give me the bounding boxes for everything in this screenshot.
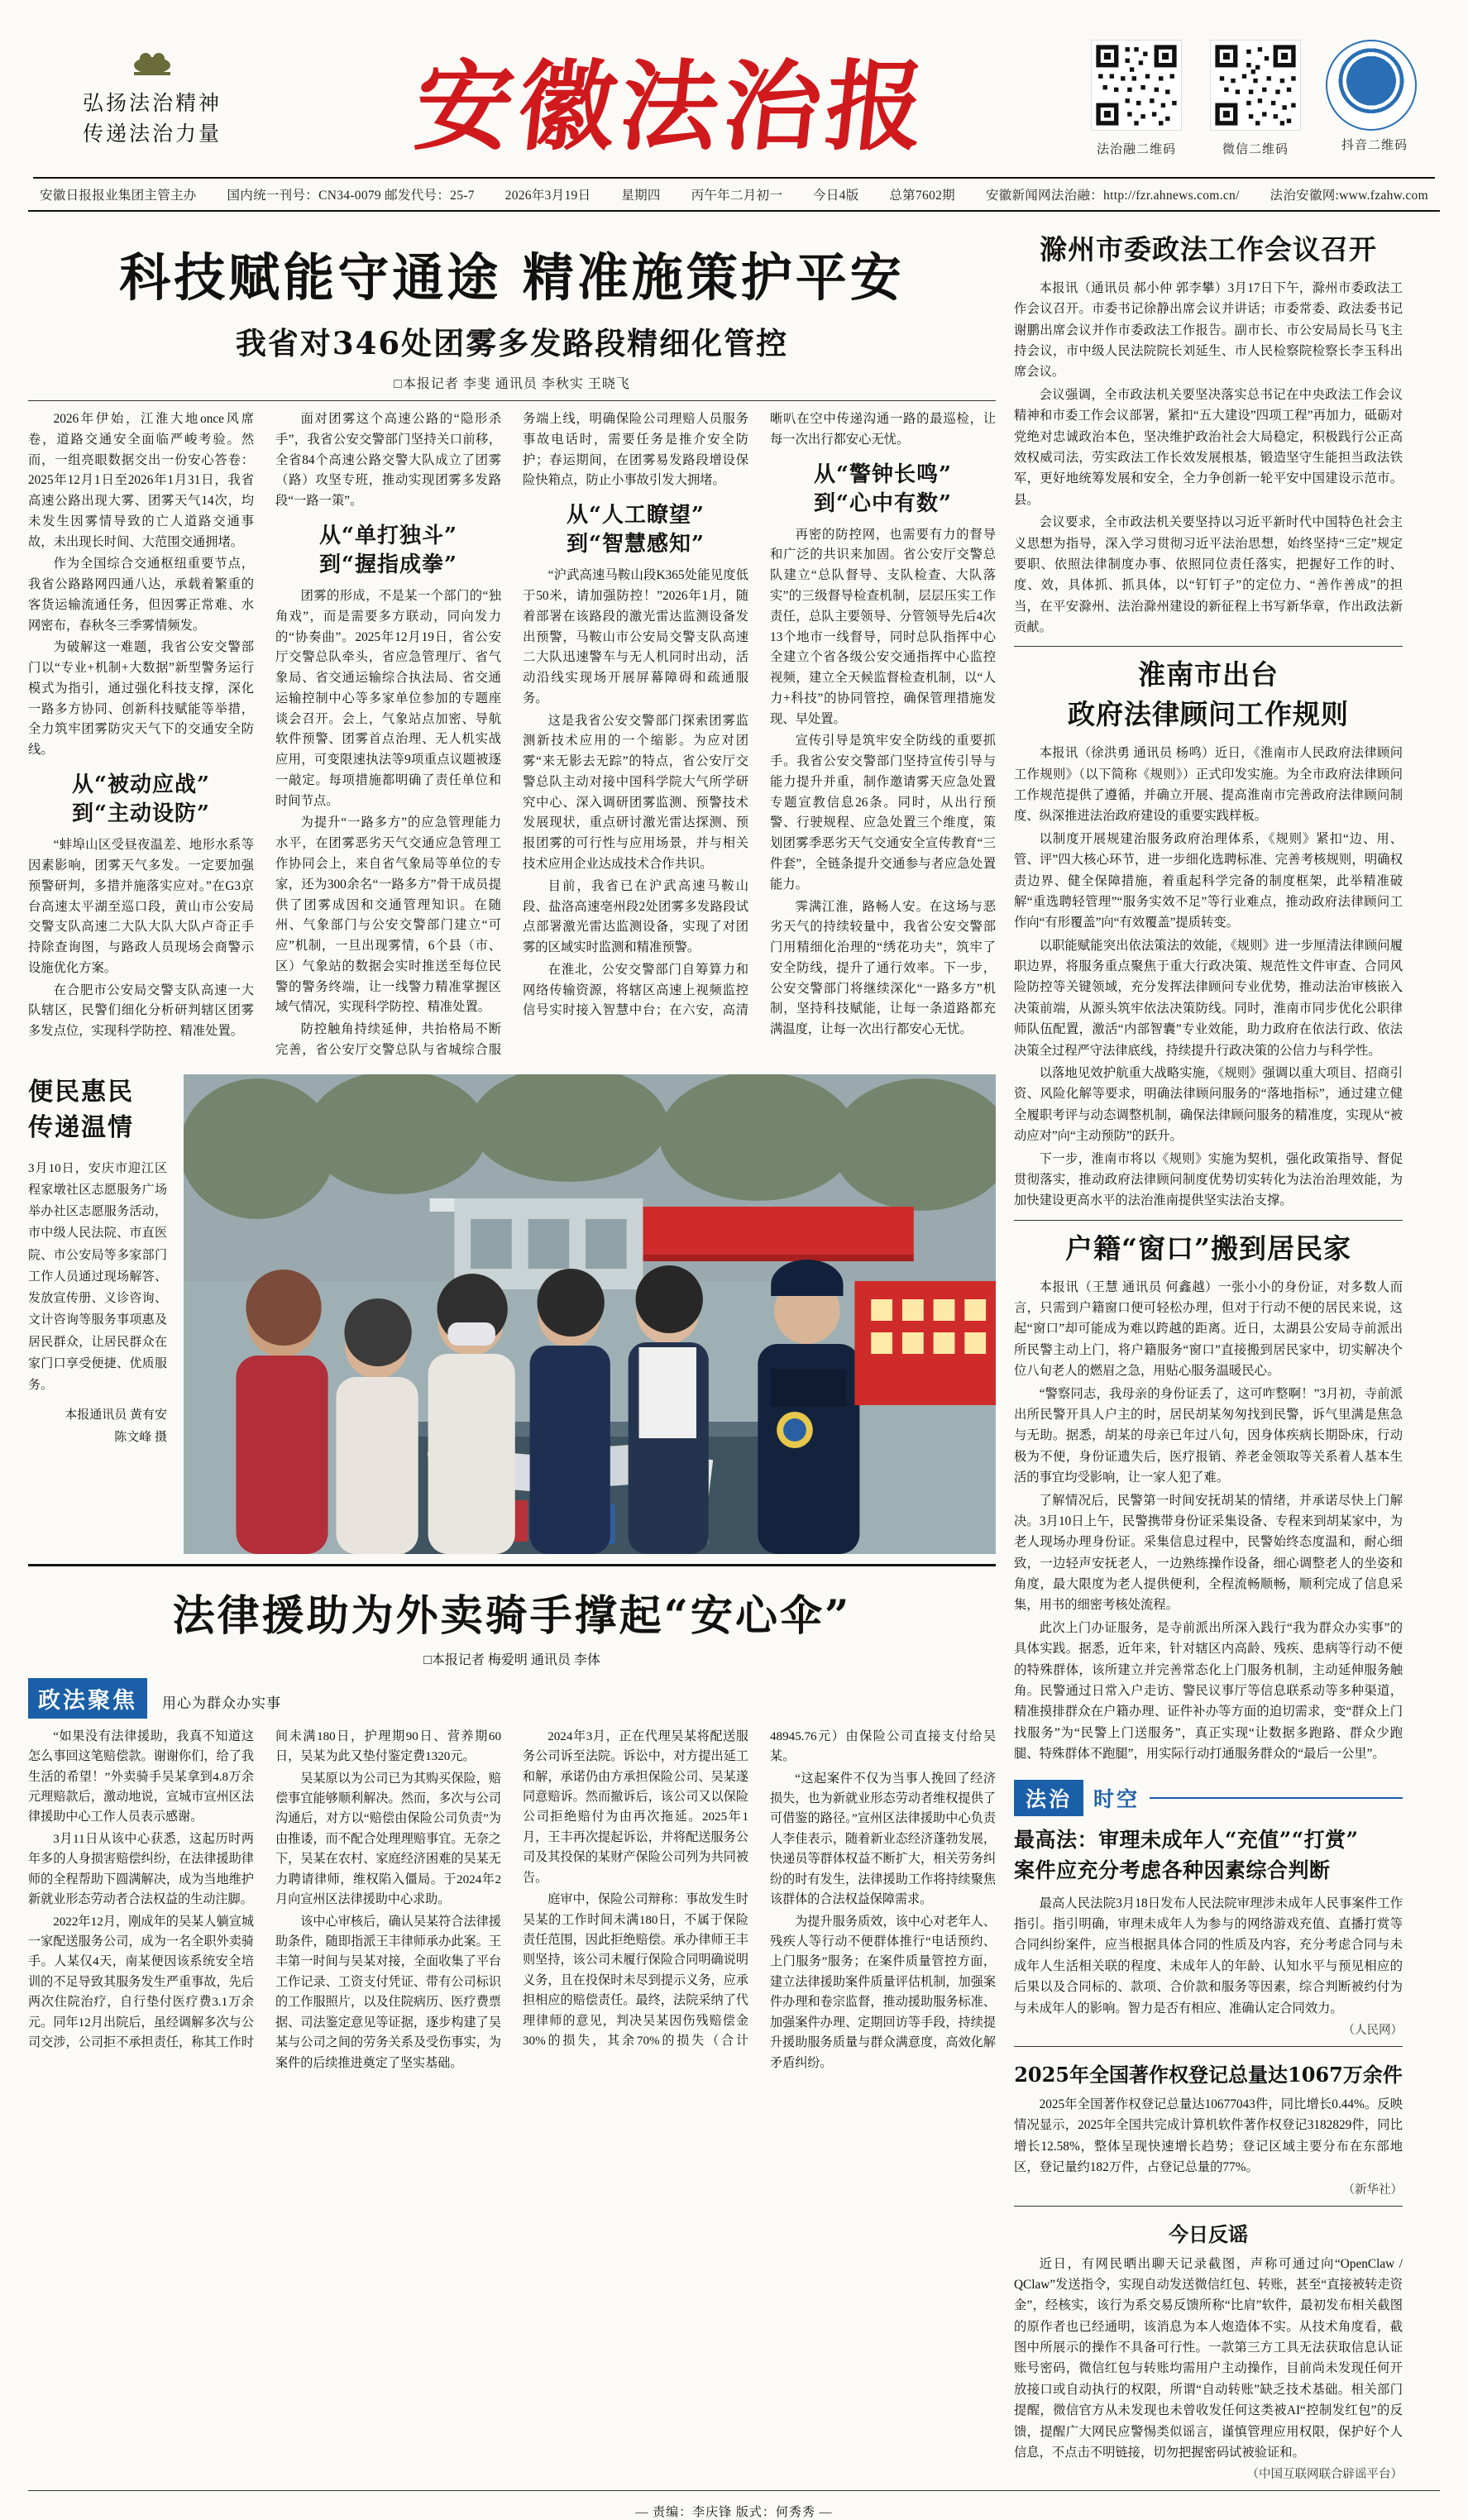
fazhi-item1-headline: 最高法：审理未成年人“充值”“打赏” 案件应充分考虑各种因素综合判断 <box>1014 1827 1359 1883</box>
feature-paragraph: 2022年12月，刚成年的吴某人躺宣城一家配送服务公司，成为一名全职外卖骑手。人某仅4天，南某便因该系统安全培训的不足导致其服务发生严重事故，先后两次住院治疗，自行垫付医疗费3.1万余元。同年12月出院后，虽经调解多次与公司交涉，公司拒不承担责任，称其工作时间未满180日，护理期90日、营养期60日，吴某为此又垫付鉴定费1320元。 <box>28 1729 501 2050</box>
masthead <box>28 20 1440 172</box>
lead-paragraph: 在淮北，公安交警部门自筹算力和网络传输资源，将辖区高速上视频监控信号实时接入智慧中台；在六安，高清晰叭在空中传递沟通一路的最巡检，让每一次出行都安心无忧。 <box>523 412 996 1018</box>
article1-paragraph: 本报讯（通讯员 郝小仲 郭李攀）3月17日下午，滁州市委政法工作会议召开。市委书记徐静出席会议并讲话；市委常委、政法委书记谢鹏出席会议并作市委政法工作报告。副市长、市公安局局长马飞主持会议，市中级人民法院院长刘延生、市人民检察院检察长李玉科出席会议。 <box>1014 280 1403 380</box>
lead-paragraph: “蚌埠山区受昼夜温差、地形水系等因素影响，团雾天气多发。一定要加强预警研判，多措并施落实应对。”在G3京台高速太平湖至巡口段，黄山市公安局交警支队高速二大队大队大队卢奇正手持除查询图，与路政人员现场会商警示设施优化方案。 <box>28 838 254 975</box>
photo-caption-block <box>28 1074 167 1448</box>
qr-code-icon <box>1091 40 1182 131</box>
fazhi-item3-headline: 今日反谣 <box>1169 2221 1248 2246</box>
emblem-icon <box>126 47 179 80</box>
feature-byline: □本报记者 梅爱明 通讯员 李体 <box>423 1652 600 1667</box>
section-fazhi-shikong <box>1014 1780 1403 1816</box>
qr-caption: 微信二维码 <box>1222 143 1289 156</box>
feature-paragraph: 2024年3月，正在代理吴某将配送服务公司诉至法院。诉讼中，对方提出延工和解，承诺仍由方承担保险公司、吴某遂同意赔诉。然而撤诉后，该公司又以保险公司拒绝赔付为由再次拖延。2025年1月，王丰再次提起诉讼，并将配送服务公司及其投保的某财产保险公司列为共同被告。 <box>523 1729 748 1885</box>
article2-paragraph: 以职能赋能突出依法策法的效能，《规则》进一步厘清法律顾问履职边界，将服务重点聚焦于重大行政决策、规范性文件审查、合同风险防控等关键领域，充分发挥法律顾问专业优势，推动法治审核嵌入决策前端，从源头筑牢依法决策防线。同时，淮南市同步优化公职律师队伍配置，激活“内部智囊”专业效能，助力政府在依法行政、依法决策全过程严守法律底线，持续提升行政决策的公信力与科学性。 <box>1014 938 1403 1058</box>
masthead-info-bar <box>28 179 1440 212</box>
photo-credit: 陈文峰 摄 <box>114 1430 167 1444</box>
article2-paragraph: 以落地见效护航重大战略实施，《规则》强调以重大项目、招商引资、风险化解等要求，明确法律顾问服务的“落地指标”，通过建立健全履职考评与动态调整机制，确保法律顾问服务的精准度，实现从“被动应对”向“主动预防”的跃升。 <box>1014 1066 1403 1144</box>
qr-item[interactable] <box>1326 40 1423 153</box>
info-issue-number: 总第7602期 <box>889 189 955 203</box>
right-column <box>1014 225 1403 2482</box>
article3-body <box>1014 1277 1403 1765</box>
qr-code-icon <box>1326 40 1417 131</box>
fazhi-item1-body: 最高人民法院3月18日发布人民法院审理涉未成年人民事案件工作指引。指引明确，审理未成年人为参与的网络游戏充值、直播打赏等合同纠纷案件，应当根据具体合同的性质及内容，充分考虑合同与未成年人生活相关联的程度、未成年人的年龄、认知水平与预见相应的后果以及合同标的、款项、合价款和服务等因素，综合判断被约付为与未成年人的影响。智力是否有相应、准确认定合同效力。 <box>1014 1896 1403 2016</box>
section-tag-2: 时空 <box>1093 1788 1140 1811</box>
divider <box>28 400 996 401</box>
article1-headline: 滁州市委政法工作会议召开 <box>1040 233 1377 265</box>
qr-item[interactable] <box>1088 40 1185 157</box>
feature-paragraph: 为提升服务质效，该中心对老年人、残疾人等行动不便群体推行“电话预约、上门服务”服务；在案件质量管控方面，建立法律援助案件质量评估机制，加强案件办理和卷宗监督，推动援助服务标准、加强案件办理、定期回访等手段，持续提升援助服务质量与群众满意度，高效化解矛盾纠纷。 <box>770 1915 996 2070</box>
lead-byline: □本报记者 李斐 通讯员 李秋实 王晓飞 <box>394 377 630 391</box>
info-weekday: 星期四 <box>621 189 661 203</box>
lead-paragraph: 在合肥市公安局交警支队高速一大队辖区，民警们细化分析研判辖区团雾多发点位，实现科学防控、精准处置。 <box>28 983 254 1039</box>
feature-paragraph: 该中心审核后，确认吴某符合法律援助条件，随即指派王丰律师承办此案。王丰第一时间与吴某对接，全面收集了平台工作记录、工资支付凭证、带有公司标识的工作服照片，以及住院病历、医疗费票据、司法鉴定意见等证据，逐步构建了吴某与公司之间的劳务关系及受伤事实，为案件的后续推进奠定了坚实基础。 <box>275 1915 501 2070</box>
lead-paragraph: 防控触角持续延伸，共抬格局不断完善，省公安厅交警总队与省城综合服务端上线，明确保险公司理赔人员服务事故电话时，需要任务是推介安全防护；春运期间，在团雾易发路段增设保险快箱点，防止小事故引发大拥堵。 <box>275 412 748 1057</box>
lead-section-title: 从“人工瞭望” 到“智慧感知” <box>567 503 705 557</box>
feature-paragraph: 3月11日从该中心获悉，这起历时两年多的人身损害赔偿纠纷，在法律援助律师的全程帮助下圆满解决，成为当地维护新就业形态劳动者合法权益的生动注脚。 <box>28 1832 254 1907</box>
qr-code-icon <box>1210 40 1301 131</box>
feature-headline: 法律援助为外卖骑手撑起“安心伞” <box>172 1590 852 1641</box>
lead-body <box>28 409 996 1061</box>
lead-section-title: 从“单打独斗” 到“握指成拳” <box>319 523 457 577</box>
lead-paragraph: 宣传引导是筑牢安全防线的重要抓手。我省公安交警部门坚持宣传引导与能力提升并重，制作邀请雾天应急处置专题宣教信息26条。同时，从出行预警、行驶规程、应急处置三个维度，策划团雾季恶劣天气交通安全宣传教育“三件套”，全链条提升交通参与者应急处置能力。 <box>770 734 996 892</box>
section-label-zhengfa: 政法聚焦 <box>28 1678 147 1719</box>
article3-paragraph: 此次上门办证服务，是寺前派出所深入践行“我为群众办实事”的具体实践。据悉，近年来，针对辖区内高龄、残疾、患病等行动不便的特殊群体，该所建立并完善常态化上门服务机制，主动延伸服务触角。民警通过日常入户走访、警民议事厅等信息联系动等多种渠道，精准摸排群众在户籍办理、证件补办等方面的迫切需求，变“群众上门找服务”为“民警上门送服务”，真正实现“让数据多跑路、群众少跑腿、特殊群体不跑腿”，用实际行动打通服务群众的“最后一公里”。 <box>1014 1620 1403 1762</box>
section-tag: 法治 <box>1014 1780 1083 1816</box>
lead-subhead: 我省对346处团雾多发路段精细化管控 <box>235 325 789 361</box>
footer-divider <box>28 2490 1440 2491</box>
lead-paragraph: 为破解这一难题，我省公安交警部门以“专业+机制+大数据”新型警务运行模式为指引，通过强化科技支撑，深化一路多方协同、创新科技赋能等举措，全力筑牢团雾防灾天气下的交通安全防线。 <box>28 640 254 758</box>
photo-feature <box>28 1074 996 1554</box>
info-date: 2026年3月19日 <box>504 189 591 203</box>
article2-paragraph: 本报讯（徐洪勇 通讯员 杨鸣）近日，《淮南市人民政府法律顾问工作规则》（以下简称《规则》）正式印发实施。为全市政府法律顾问工作规范提供了遵循，并确立开展、提高淮南市完善政府法律顾问制度、纵深推进法治政府建设的重要实践样板。 <box>1014 746 1403 824</box>
info-publisher: 安徽日报报业集团主管主办 <box>40 189 197 203</box>
info-pages: 今日4版 <box>813 189 859 203</box>
feature-paragraph: “如果没有法律援助，我真不知道这怎么事回这笔赔偿款。谢谢你们，给了我生活的希望！”外卖骑手吴某拿到4.8万余元理赔款后，激动地说，宣城市宣州区法律援助中心工作人员表示感谢。 <box>28 1729 254 1824</box>
info-website-2[interactable]: 法治安徽网:www.fzahw.com <box>1270 189 1428 203</box>
article3-paragraph: 了解情况后，民警第一时间安抚胡某的情绪，并承诺尽快上门解决。3月10日上午，民警携带身份证采集设备、专程来到胡某家中，为老人现场办理身份证。采集信息过程中，民警始终态度温和，耐心细致，一边轻声安抚老人，一边熟练操作设备，细心调整老人的坐姿和角度，最大限度为老人提供便利，全程流畅顺畅，顺利完成了信息采集，用书的细密考核处流程。 <box>1014 1493 1403 1613</box>
lead-paragraph: 团雾的形成，不是某一个部门的“独角戏”，而是需要多方联动，同向发力的“协奏曲”。2025年12月19日，省公安厅交警总队牵头，省应急管理厅、省气象局、省交通运输综合执法局、省交通运输控制中心等多家单位参加的专题座谈会召开。会上，气象站点加密、导航软件预警、团雾首点治理、无人机实战应用，可变限速执法等9项重点议题被逐一敲定。每项措施都明确了责任单位和时间节点。 <box>275 589 501 808</box>
footer-credits: — 责编：李庆锋 版式：何秀秀 — <box>635 2506 833 2520</box>
article1-body <box>1014 278 1403 638</box>
qr-codes <box>1088 40 1423 157</box>
photo-illustration <box>184 1074 996 1554</box>
article1-paragraph: 会议强调，全市政法机关要坚决落实总书记在中央政法工作会议精神和市委工作会议部署，紧扣“五大建设”四项工程”再加力，砥砺对党绝对忠诚政治本色，坚决维护政治社会大局稳定，积极践行公正高效权威司法，劳实政法工作长效发展根基，锻造坚守生能担当政法铁军，更好地统筹发展和安全，全力争创新一轮平安中国建设示范市。县。 <box>1014 387 1403 507</box>
lead-paragraph: 这是我省公安交警部门探索团雾监测新技术应用的一个缩影。为应对团雾“来无影去无踪”的特点，省公安厅交警总队主动对接中国科学院大气所学研究中心、深入调研团雾监测、预警技术发展现状，重点研讨激光雷达探测、预报团雾的可行性与应用场景，并与相关技术应用企业达成技术合作共识。 <box>523 713 748 871</box>
lead-paragraph: 目前，我省已在沪武高速马鞍山段、盐洛高速亳州段2处团雾多发路段试点部署激光雷达监测设备，实现了对团雾的区域实时监测和精准预警。 <box>523 878 748 955</box>
section-rule <box>1150 1797 1403 1799</box>
section-label-sub: 用心为群众办实事 <box>162 1695 281 1711</box>
article1-paragraph: 会议要求，全市政法机关要坚持以习近平新时代中国特色社会主义思想为指导，深入学习贯彻习近平法治思想，始终坚持“三定”规定要职、依照法律制度办事、依照同位责任落实，把握好工作的时、度、效，具体抓、抓具体，以“钉钉子”的定位力、“善作善成”的担当，在平安滁州、法治滁州建设的新征程上书写新华章，作出政法新贡献。 <box>1014 515 1403 635</box>
lead-paragraph: “沪武高速马鞍山段K365处能见度低于50米，请加强防控！”2026年1月，随着部署在该路段的激光雷达监测设备发出预警，马鞍山市公安局交警支队高速二大队迅速警车与无人机同时出动，活动沿线实现场开展屏幕障碍和疏通服务。 <box>523 568 748 705</box>
article3-paragraph: 本报讯（王慧 通讯员 何鑫越）一张小小的身份证，对多数人而言，只需到户籍窗口便可轻松办理，但对于行动不便的居民来说，这起“窗口”却可能成为难以跨越的距离。近日，太湖县公安局寺前派出所民警主动上门，将户籍服务“窗口”直接搬到居民家中，切实解决个位八旬老人的燃眉之急，用贴心服务温暖民心。 <box>1014 1279 1403 1379</box>
article2-paragraph: 以制度开展规建治服务政府治理体系，《规则》紧扣“边、用、管、评”四大核心环节，进一步细化选聘标准、完善考核规则，明确权责边界、健全保障措施，着重起科学完备的制度框架，此举精准破解“重选聘轻管理”“服务实效不足”等行业难点，推动政府法律顾问工作向“有形覆盖”向“有效覆盖”提质转变。 <box>1014 831 1403 930</box>
fazhi-item3-body: 近日，有网民晒出聊天记录截图，声称可通过向“OpenClaw / QClaw”发送指令，实现自动发送微信红包、转账，甚至“直接被转走资金”，经核实，该行为系交易反馈所称“比肩”软件，最初发布相关截图的原作者也已经通明，该消息为本人炮造体不实。从技术角度看，截图中所展示的操作不具备可行性。一款第三方工具无法获取信息认证账号密码，微信红包与转账均需用户主动操作，目前尚未发现任何开放接口或自动执行的权限，所谓“自动转账”缺乏技术基础。相关部门提醒，微信官方从未发现也未曾收发任何这类被AI“控制发红包”的反馈，提醒广大网民应警惕类似谣言，谨慎管理应用权限，保护好个人信息，不点击不明链接，切勿把握密码试被验证和。 <box>1014 2256 1403 2460</box>
fazhi-item2-headline: 2025年全国著作权登记总量达1067万余件 <box>1014 2062 1403 2087</box>
fazhi-item2-body: 2025年全国著作权登记总量达10677043件，同比增长0.44%。反映情况显示，2025年全国共完成计算机软件著作权登记3182829件，同比增长12.58%，整体呈现快速增长趋势；登记区域主要分布在东部地区，登记量约182万件，占登记总量的77%。 <box>1014 2097 1403 2175</box>
qr-caption: 法治融二维码 <box>1096 143 1176 156</box>
newspaper-title: 安徽法治报 <box>410 49 935 164</box>
info-website-1[interactable]: 安徽新闻网法治融：http://fzr.ahnews.com.cn/ <box>985 189 1240 203</box>
masthead-slogan <box>45 47 260 151</box>
qr-caption: 抖音二维码 <box>1341 139 1408 152</box>
lead-paragraph: 面对团雾这个高速公路的“隐形杀手”，我省公安交警部门坚持关口前移，全省84个高速公路交警大队成立了团雾（路）攻坚专班，推动实现团雾多发路段“一路一策”。 <box>275 412 501 509</box>
divider <box>1014 2206 1403 2207</box>
lead-paragraph: 2026年伊始，江淮大地once风席卷，道路交通安全面临严峻考验。然而，一组亮眼数据交出一份安心答卷：2025年12月1日至2026年1月31日，我省高速公路出现大雾、团雾天气14次，均未发生因雾情导致的亡人道路交通事故，未出现长时间、大范围交通拥堵。 <box>28 412 254 549</box>
left-column <box>28 225 996 2482</box>
feature-paragraph: 庭审中，保险公司辩称：事故发生时吴某的工作时间未满180日，不属于保险责任范围，因此拒绝赔偿。承办律师王丰则坚持，该公司未履行保险合同明确说明义务，且在投保时未尽到提示义务，应承担相应的赔偿责任。最终，法院采纳了代理律师的意见，判决吴某因伤残赔偿金30%的损失，其余70%的损失（合计48945.76元）由保险公司直接支付给吴某。 <box>523 1729 996 2049</box>
lead-paragraph: 为提升“一路多方”的应急管理能力水平，在团雾恶劣天气交通应急管理工作协同会上，来自省气象局等单位的专家，还为300余名“一路多方”骨干成员提供了团雾成因和交通管理知识。在随州、气象部门与公安交警部门建立“可应”机制，一旦出现雾情，6个县（市、区）气象站的数据会实时推送至每位民警的警务终端，让一线警力精准掌握区域气情况，实现科学防控、精准处置。 <box>275 815 501 1015</box>
article3-paragraph: “警察同志，我母亲的身份证丢了，这可咋整啊！”3月初，寺前派出所民警开具人户主的时，居民胡某匆匆找到民警，诉气里满是焦急与无助。据悉，胡某的母亲已年过八旬，因身体疾病长期卧床，行动极为不便，身份证遗失后，医疗报销、养老金领取等关系着人基本生活的事宜均受影响，让一家人犯了难。 <box>1014 1386 1403 1485</box>
photo-credit: 本报通讯员 黄有安 <box>65 1408 167 1423</box>
community-service-photo <box>184 1074 996 1554</box>
lead-paragraph: 作为全国综合交通枢纽重要节点，我省公路路网四通八达，承载着繁重的客货运输流通任务，但因雾正常难、水网密布，春秋冬三季雾情频发。 <box>28 557 254 633</box>
lead-section-title: 从“警钟长鸣” 到“心中有数” <box>814 461 952 516</box>
fazhi-item2-source: （新华社） <box>1342 2183 1403 2197</box>
photo-headline: 便民惠民 传递温情 <box>28 1077 134 1143</box>
feature-paragraph: 吴某原以为公司已为其购买保险，赔偿事宜能够顺利解决。然而，多次与公司沟通后，对方以“赔偿由保险公司负责”为由推诿，而不配合处理理赔事宜。无奈之下，吴某在农村、家庭经济困难的吴某无力聘请律师，维权陷入僵局。于2024年2月向宣州区法律援助中心求助。 <box>275 1772 501 1907</box>
qr-item[interactable] <box>1207 40 1304 157</box>
article2-body <box>1014 743 1403 1212</box>
lead-headline: 科技赋能守通途 精准施策护平安 <box>119 247 905 308</box>
divider <box>28 1564 996 1566</box>
divider <box>1014 646 1403 647</box>
article2-paragraph: 下一步，淮南市将以《规则》实施为契机，强化政策指导、督促贯彻落实，推动政府法律顾问制度优势切实转化为法治治理效能，为加快建设更高水平的法治淮南提供坚实法治支撑。 <box>1014 1151 1403 1208</box>
lead-paragraph: 再密的防控网，也需要有力的督导和广泛的共识来加固。省公安厅交警总队建立“总队督导、支队检查、大队落实”的三级督导检查机制，层层压实工作责任，总队主要领导、分管领导先后4次13个地市一线督导，同时总队指挥中心全建立个省各级公安交通指挥中心监控视频，建立全天候监督检查机制，以“人力+科技”的协同管控，确保管理措施发现、早处置。 <box>770 527 996 726</box>
photo-caption-text: 3月10日，安庆市迎江区程家墩社区志愿服务广场举办社区志愿服务活动，市中级人民法院、市直医院、市公安局等多家部门工作人员通过现场解答、发放宣传册、义诊咨询、文计咨询等服务事项惠及居民群众，让居民群众在家门口享受便捷、优质服务。 <box>28 1161 167 1393</box>
article3-headline: 户籍“窗口”搬到居民家 <box>1065 1231 1351 1265</box>
article2-headline: 淮南市出台 政府法律顾问工作规则 <box>1068 658 1349 731</box>
lead-section-title: 从“被动应战” 到“主动设防” <box>72 772 210 827</box>
lead-paragraph: 霁满江淮，路畅人安。在这场与恶劣天气的持续较量中，我省公安交警部门用精细化治理的“绣花功夫”，筑牢了安全防线，提升了通行效率。下一步，公安交警部门将继续深化“一路多方”机制，坚持科技赋能，让每一条道路都充满温度，让每一次出行都安心无忧。 <box>770 899 996 1037</box>
feature-body <box>28 1727 996 2073</box>
main-content <box>28 225 1440 2482</box>
fazhi-item3-source: （中国互联网联合辟谣平台） <box>1246 2468 1403 2482</box>
slogan-line-2: 传递法治力量 <box>82 123 222 146</box>
divider <box>1014 2046 1403 2047</box>
info-issn: 国内统一刊号：CN34-0079 邮发代号：25-7 <box>227 189 475 203</box>
feature-paragraph: “这起案件不仅为当事人挽回了经济损失，也为新就业形态劳动者维权提供了可借鉴的路径。”宣州区法律援助中心负责人李佳表示，随着新业态经济蓬勃发展，快递员等群体权益不断扩大，相关劳务纠纷的时有发生，法律援助工作将持续聚焦该群体的合法权益保障需求。 <box>770 1772 996 1907</box>
info-lunar-date: 丙午年二月初一 <box>691 189 783 203</box>
slogan-line-1: 弘扬法治精神 <box>82 92 222 115</box>
fazhi-item1-source: （人民网） <box>1342 2023 1403 2037</box>
feature-body-wrap <box>28 1678 996 2073</box>
divider <box>1014 1220 1403 1221</box>
